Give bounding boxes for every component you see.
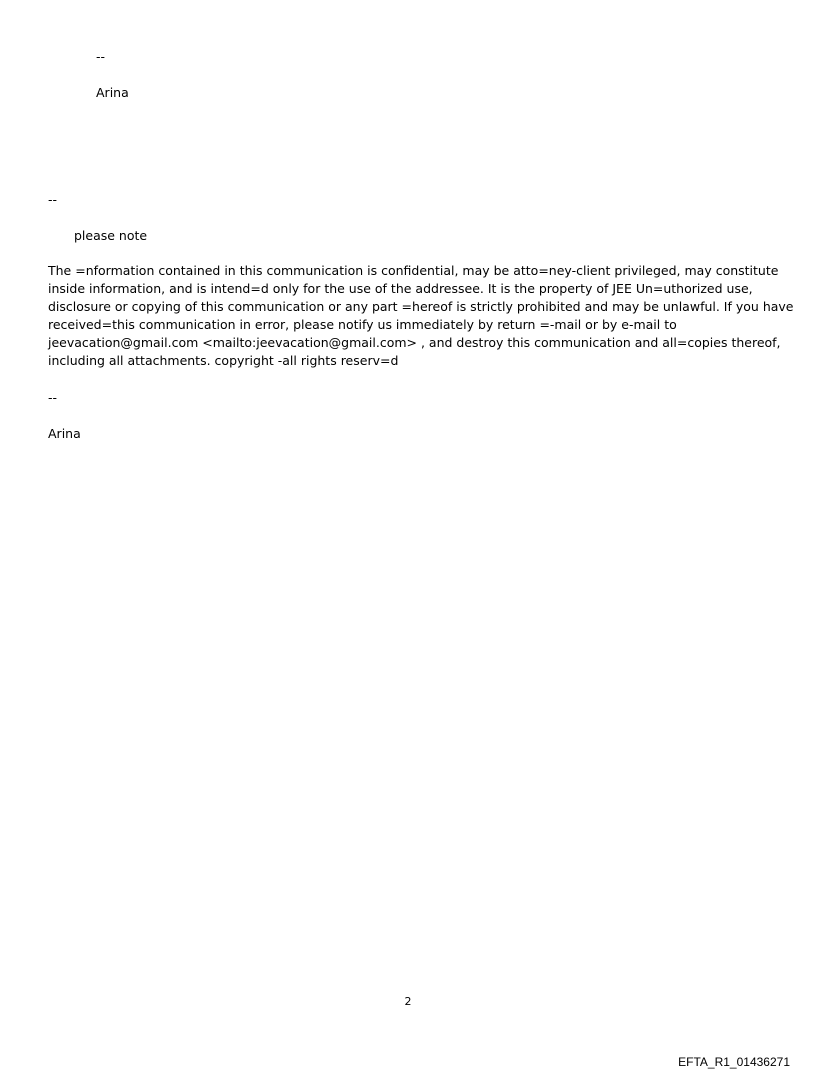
disclaimer-paragraph <box>48 262 794 370</box>
quoted-signature: Arina <box>96 85 129 100</box>
main-separator: -- <box>48 192 58 207</box>
disclaimer-line: jeevacation@gmail.com <mailto:jeevacation@gmail.com> , and destroy this communication and all=copies thereof, <box>48 335 781 350</box>
disclaimer-line: including all attachments. copyright -all rights reserv=d <box>48 353 399 368</box>
disclaimer-line: disclosure or copying of this communication or any part =hereof is strictly prohibited and may be unlawful. If you have <box>48 299 794 314</box>
disclaimer-line: The =nformation contained in this communication is confidential, may be atto=ney-client privileged, may constitute <box>48 263 779 278</box>
page-number: 2 <box>404 995 412 1008</box>
disclaimer-line: inside information, and is intend=d only for the use of the addressee. It is the property of JEE Un=uthorized use, <box>48 281 753 296</box>
quoted-separator: -- <box>96 49 106 64</box>
note-heading: please note <box>74 228 148 243</box>
closing-signature: Arina <box>48 426 81 441</box>
disclaimer-line: received=this communication in error, please notify us immediately by return =-mail or by e-mail to <box>48 317 677 332</box>
closing-separator: -- <box>48 390 58 405</box>
document-id: EFTA_R1_01436271 <box>678 1055 790 1069</box>
